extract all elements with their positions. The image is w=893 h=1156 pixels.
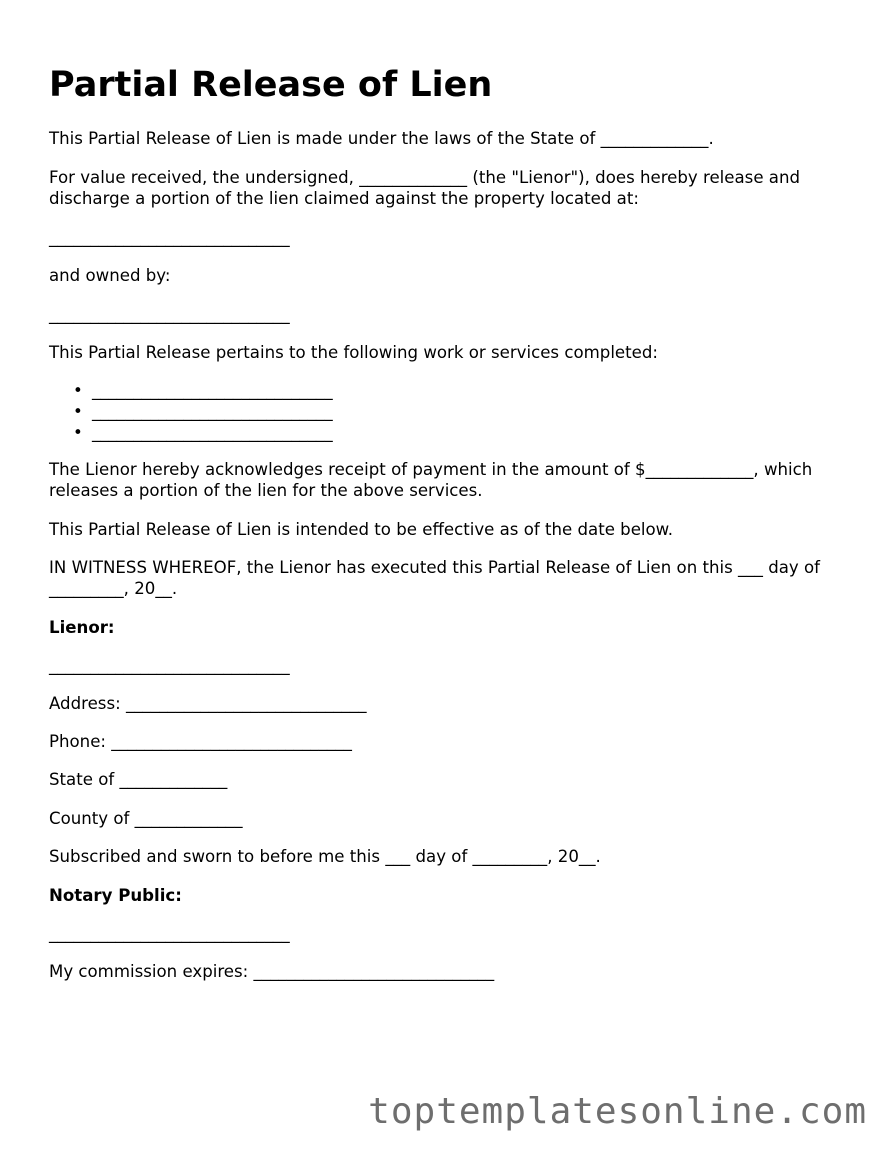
services-intro-paragraph: This Partial Release pertains to the following work or services completed: bbox=[49, 343, 658, 362]
phone-line: Phone: _____________________________ bbox=[49, 732, 352, 751]
commission-expires-line: My commission expires: _____________________________ bbox=[49, 962, 495, 981]
bullet-icon: • bbox=[73, 381, 83, 400]
owner-line: _____________________________ bbox=[49, 305, 290, 324]
lienor-signature-line: _____________________________ bbox=[49, 656, 290, 675]
list-item bbox=[73, 380, 333, 401]
payment-clause-paragraph: The Lienor hereby acknowledges receipt of payment in the amount of $_____________, which releases a portion of the lien for the above services. bbox=[49, 460, 813, 500]
service-line: _____________________________ bbox=[92, 381, 333, 400]
services-list bbox=[49, 380, 333, 443]
state-line: State of _____________ bbox=[49, 770, 228, 789]
property-address-line: _____________________________ bbox=[49, 228, 290, 247]
notary-heading: Notary Public: bbox=[49, 886, 182, 905]
page-title: Partial Release of Lien bbox=[49, 65, 493, 105]
bullet-icon: • bbox=[73, 402, 83, 421]
witness-clause-paragraph: IN WITNESS WHEREOF, the Lienor has executed this Partial Release of Lien on this ___ day of _________, 20__. bbox=[49, 558, 821, 598]
list-item bbox=[73, 401, 333, 422]
intro-paragraph: This Partial Release of Lien is made under the laws of the State of _____________. bbox=[49, 129, 714, 148]
list-item bbox=[73, 422, 333, 443]
bullet-icon: • bbox=[73, 423, 83, 442]
county-line: County of _____________ bbox=[49, 809, 243, 828]
address-line: Address: _____________________________ bbox=[49, 694, 367, 713]
value-clause-paragraph: For value received, the undersigned, _____________ (the "Lienor"), does hereby release and discharge a portion of the lien claimed against the property located at: bbox=[49, 168, 801, 208]
site-watermark: toptemplatesonline.com bbox=[368, 1091, 867, 1132]
notary-signature-line: _____________________________ bbox=[49, 924, 290, 943]
effective-clause-paragraph: This Partial Release of Lien is intended to be effective as of the date below. bbox=[49, 520, 674, 539]
owned-by-label: and owned by: bbox=[49, 266, 171, 285]
lienor-heading: Lienor: bbox=[49, 618, 115, 637]
service-line: _____________________________ bbox=[92, 423, 333, 442]
sworn-line: Subscribed and sworn to before me this ___ day of _________, 20__. bbox=[49, 847, 601, 866]
service-line: _____________________________ bbox=[92, 402, 333, 421]
